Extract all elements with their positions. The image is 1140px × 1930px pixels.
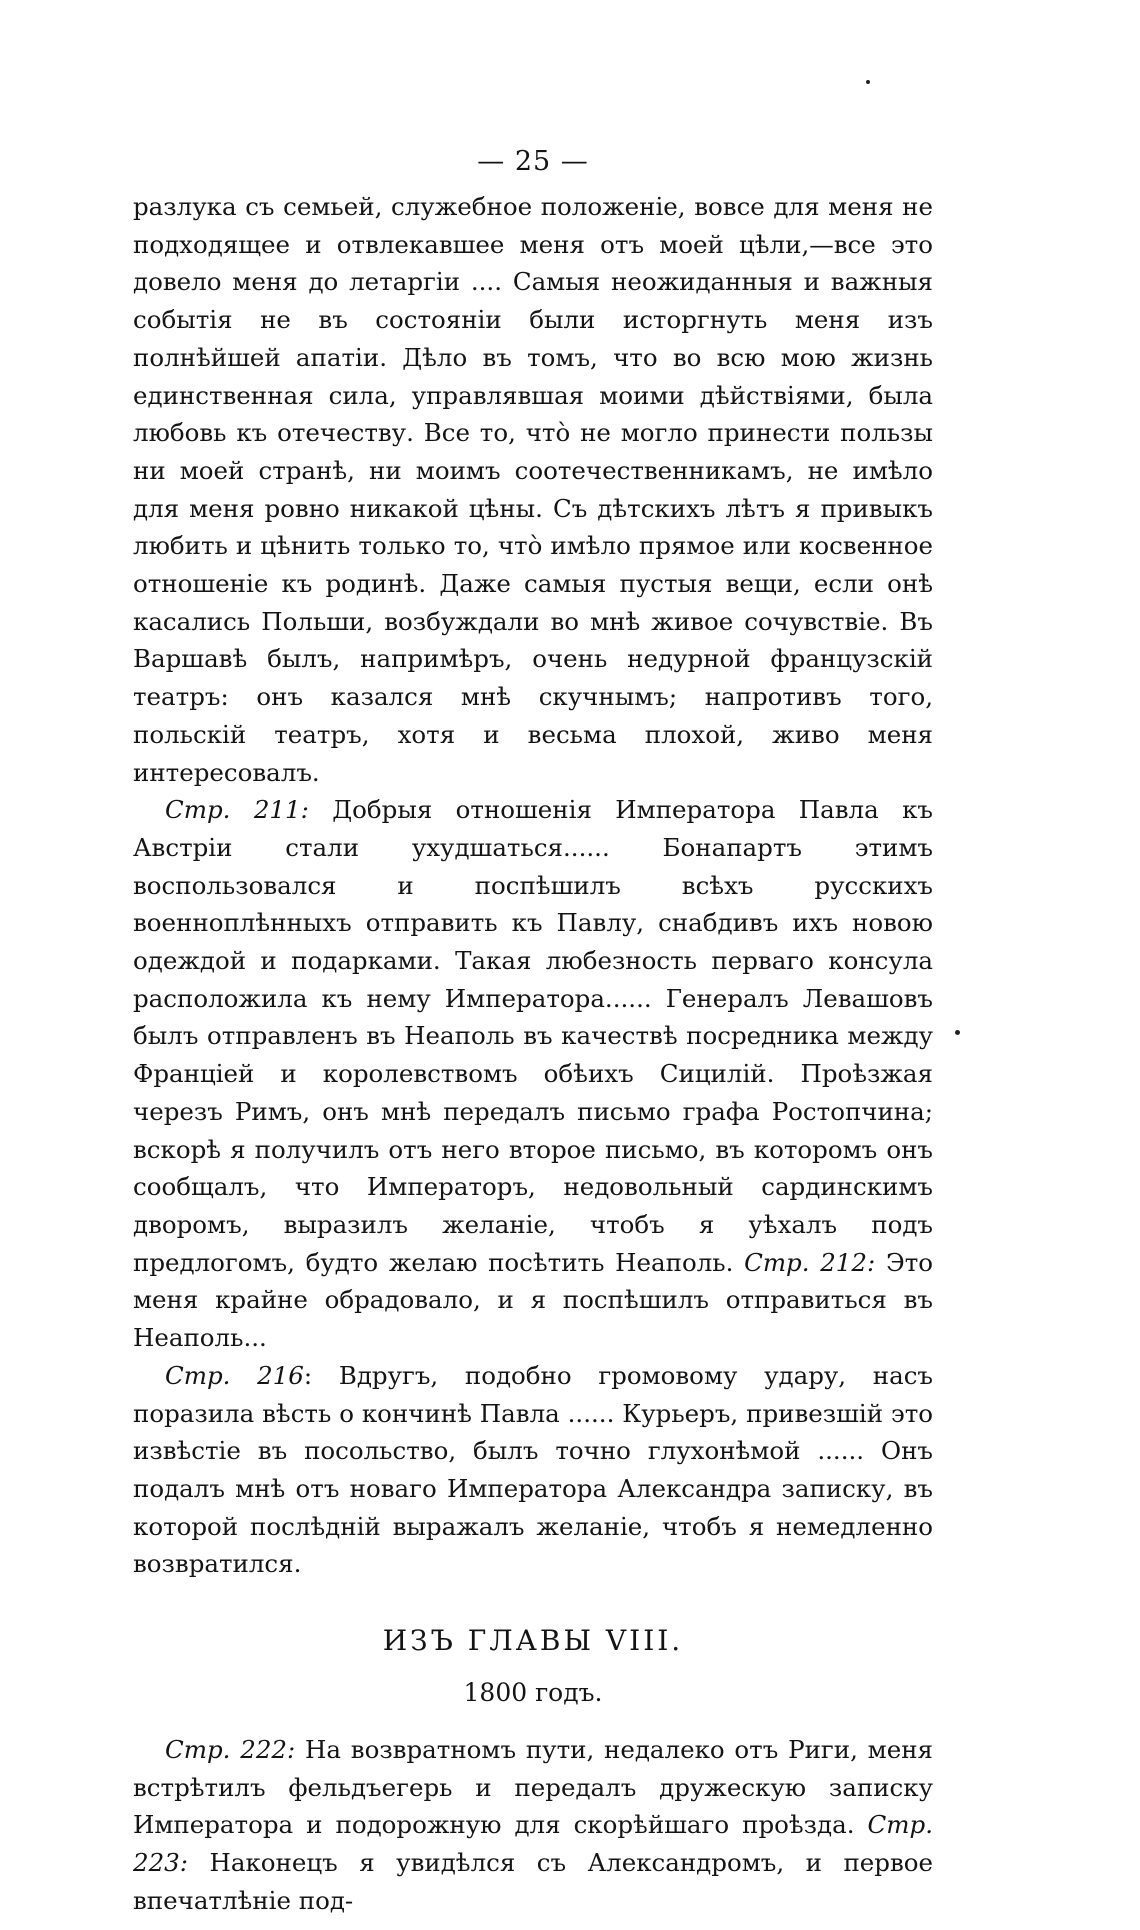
paragraph-text: Наконецъ я увидѣлся съ Александромъ, и первое впечатлѣніе под-: [133, 1848, 933, 1915]
paragraph-continuation: [133, 188, 933, 791]
page-number: — 25 —: [477, 146, 589, 177]
paragraph-text: Это меня крайне обрадовало, и я поспѣшилъ отправиться въ Неаполь...: [133, 1247, 933, 1353]
paragraph-text: разлука съ семьей, служебное положеніе, вовсе для меня не подходящее и отвлекавшее меня отъ моей цѣли,—все это довело меня до летаргіи .... Самыя неожиданныя и важныя событія не въ состояніи были исторгнуть меня изъ полнѣйшей апатіи. Дѣло въ томъ, что во всю мою жизнь единственная сила, управлявшая моими дѣйствіями, была любовь къ отечеству. Все то, что̀ не могло принести пользы ни моей странѣ, ни моимъ соотечественникамъ, не имѣло для меня ровно никакой цѣны. Съ дѣтскихъ лѣтъ я привыкъ любить и цѣнить только то, что̀ имѣло прямое или косвенное отношеніе къ родинѣ. Даже самыя пустыя вещи, если онѣ касались Польши, возбуждали во мнѣ живое сочувствіе. Въ Варшавѣ былъ, напримѣръ, очень недурной французскій театръ: онъ казался мнѣ скучнымъ; напротивъ того, польскій театръ, хотя и весьма плохой, живо меня интересовалъ.: [133, 192, 933, 787]
book-page: [133, 140, 933, 1920]
paragraph-p211: [133, 791, 933, 1357]
page-reference: Стр. 211:: [165, 795, 309, 825]
page-reference: Стр. 216: [165, 1360, 304, 1390]
paragraph-text: Добрыя отношенія Императора Павла къ Австріи стали ухудшаться...... Бонапартъ этимъ воспользовался и поспѣшилъ всѣхъ русскихъ военноплѣнныхъ отправить къ Павлу, снабдивъ ихъ новою одеждой и подарками. Такая любезность перваго консула расположила къ нему Императора...... Генералъ Левашовъ былъ отправленъ въ Неаполь въ качествѣ посредника между Франціей и королевствомъ обѣихъ Сицилій. Проѣзжая черезъ Римъ, онъ мнѣ передалъ письмо графа Ростопчина; вскорѣ я получилъ отъ него второе письмо, въ которомъ онъ сообщалъ, что Императоръ, недовольный сардинскимъ дворомъ, выразилъ желаніе, чтобъ я уѣхалъ подъ предлогомъ, будто желаю посѣтить Неаполь.: [133, 795, 933, 1277]
page-reference: Стр. 212:: [744, 1247, 876, 1277]
margin-speck-right: [955, 1030, 960, 1035]
paragraph-p216: [133, 1357, 933, 1583]
page-reference: Стр. 223:: [133, 1810, 933, 1878]
chapter-heading: ИЗЪ ГЛАВЫ VIII.: [382, 1624, 684, 1658]
paragraph-p222: [133, 1731, 933, 1920]
margin-speck-top: [866, 80, 870, 84]
paragraph-text: На возвратномъ пути, недалеко отъ Риги, меня встрѣтилъ фельдъегерь и передалъ дружескую записку Императора и подорожную для скорѣйшаго проѣзда.: [133, 1735, 933, 1840]
paragraph-text: : Вдругъ, подобно громовому удару, насъ поразила вѣсть о кончинѣ Павла ...... Курьеръ, привезшій это извѣстіе въ посольство, былъ точно глухонѣмой ...... Онъ подалъ мнѣ отъ новаго Императора Александра записку, въ которой послѣдній выражалъ желаніе, чтобъ я немедленно возвратился.: [133, 1360, 934, 1579]
page-reference: Стр. 222:: [165, 1735, 296, 1765]
year-heading: 1800 годъ.: [463, 1678, 603, 1708]
